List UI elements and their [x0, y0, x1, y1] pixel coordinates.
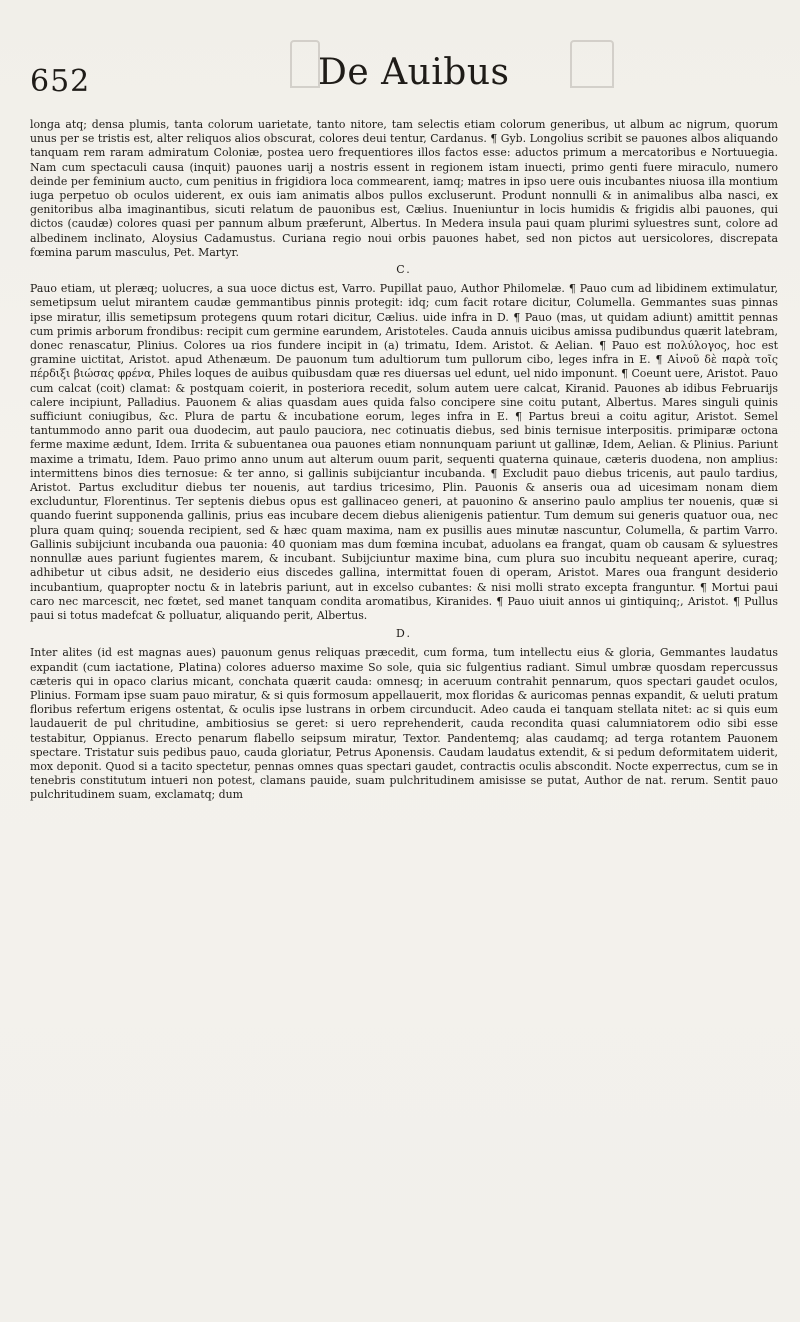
ornament-left: [290, 40, 320, 88]
page-number: 652: [30, 64, 91, 99]
ornament-right: [570, 40, 614, 88]
running-title: De Auibus: [318, 52, 510, 93]
paragraph-a: longa atq; densa plumis, tanta colorum uarietate, tanto nitore, tam selectis etiam colorum generibus, ut album ac nigrum, quorum unus per se tristis est, alter reliquos alios obscurat, colores deui tentur, Cardanus. ¶ Gyb. Longolius scribit se pauones albos aliquando tanquam rem raram admiratum Coloniæ, postea uero frequentiores illos factos esse: aductos primum a mercatoribus e Nortuuegia. Nam cum spectaculi causa (inquit) pauones uarij a nostris essent in regionem istam inuecti, primo genti fuere miraculo, numero deinde per feminium aucto, cum penitius in frigidiora loca commearent, iamq; matres in ipso uere ouis incubantes niuosa illa montium iuga perpetuo ob oculos uiderent, ex ouis iam animatis albos pullos excluserunt. Produnt nonnulli & in animalibus alba nasci, ex genitoribus alba imaginantibus, sicuti relatum de pauonibus est, Cælius. Inueniuntur in locis humidis & frigidis albi pauones, qui dictos (caudæ) colores quasi per pannum album præferunt, Albertus. In Medera insula paui quam plurimi syluestres sunt, colore ad albedinem inclinato, Aloysius Cadamustus. Curiana regio noui orbis pauones habet, sed non pictos aut uersicolores, discrepata fœmina parum masculus, Pet. Martyr.: [30, 118, 778, 259]
page-header: [0, 0, 800, 100]
paragraph-d: Inter alites (id est magnas aues) pauonum genus reliquas præcedit, cum forma, tum intellectu eius & gloria, Gemmantes laudatus expandit (cum iactatione, Platina) colores aduerso maxime So sole, quia sic fulgentius radiant. Simul umbræ quosdam repercussus cæteris qui in opaco clarius micant, conchata quærit cauda: omnesq; in aceruum contrahit pennarum, quos spectari gaudet oculos, Plinius. Formam ipse suam pauo miratur, & si quis formosum appellauerit, mox floridas & auricomas pennas expandit, & ueluti pratum floribus refertum erigens ostentat, & oculis ipse lustrans in orbem circunducit. Adeo cauda ei tanquam stellata nitet: ac si quis eum laudauerit de pul chritudine, ambitiosius se geret: si uero reprehenderit, cauda recondita quasi calumniatorem odio sibi esse testabitur, Oppianus. Erecto penarum flabello seipsum miratur, Textor. Pandentemq; alas caudamq; ad terga rotantem Pauonem spectare. Tristatur suis pedibus pauo, cauda gloriatur, Petrus Aponensis. Caudam laudatus extendit, & si pedum deformitatem uiderit, mox deponit. Quod si a tacito spectetur, pennas omnes quas spectari gaudet, contractis oculis abscondit. Nocte experrectus, cum se in tenebris constitutum intueri non potest, clamans pauide, suam pulchritudinem amisisse se putat, Author de nat. rerum. Sentit pauo pulchritudinem suam, exclamatq; dum: [30, 646, 778, 802]
body-text: [30, 118, 778, 803]
paragraph-c: Pauo etiam, ut pleræq; uolucres, a sua uoce dictus est, Varro. Pupillat pauo, Author Philomelæ. ¶ Pauo cum ad libidinem extimulatur, semetipsum uelut mirantem caudæ gemmantibus pinnis protegit: idq; cum facit rotare dicitur, Columella. Gemmantes suas pinnas ipse miratur, illis semetipsum protegens quum rotari dicitur, Cælius. uide infra in D. ¶ Pauo (mas, ut quidam adiunt) amittit pennas cum primis arborum frondibus: recipit cum germine earundem, Aristoteles. Cauda annuis uicibus amissa pudibundus quærit latebram, donec renascatur, Plinius. Colores ua rios fundere incipit in (a) trimatu, Idem. Aristot. & Aelian. ¶ Pauo est πολύλογος, hoc est gramine uictitat, Aristot. apud Athenæum. De pauonum tum adultiorum tum pullorum cibo, leges infra in E. ¶ Αἰνοῦ δὲ παρὰ τοῖς πέρδιξι βιώσας φρένα, Philes loques de auibus quibusdam quæ res diuersas uel edunt, uel nido imponunt. ¶ Coeunt uere, Aristot. Pauo cum calcat (coit) clamat: & postquam coierit, in posteriora recedit, solum autem uere calcat, Kiranid. Pauones ab idibus Februarijs calere incipiunt, Palladius. Pauonem & alias quasdam aues quida falso concipere sine coitu putant, Albertus. Mares singuli quinis sufficiunt coniugibus, &c. Plura de partu & incubatione eorum, leges infra in E. ¶ Partus breui a coitu agitur, Aristot. Semel tantummodo anno parit oua duodecim, aut paulo pauciora, nec cotinuatis diebus, sed binis ternisue interpositis. primiparæ octona ferme maxime ædunt, Idem. Irrita & subuentanea oua pauones etiam nonnunquam pariunt ut gallinæ, Idem, Aelian. & Plinius. Pariunt maxime a trimatu, Idem. Pauo primo anno unum aut alterum ouum parit, sequenti quaterna quinaue, cæteris duodena, non amplius: intermittens binos dies ternosue: & ter anno, si gallinis subijciantur incubanda. ¶ Excludit pauo diebus tricenis, aut paulo tardius, Aristot. Partus excluditur diebus ter nouenis, aut tardius tricesimo, Plin. Pauonis & anseris oua ad uicesimam nonam diem excluduntur, Florentinus. Ter septenis diebus opus est gallinaceo generi, at pauonino & anserino paulo amplius ter nouenis, quæ si quando fuerint supponenda gallinis, prius eas incubare decem diebus alienigenis patientur. Tum demum sui generis quatuor oua, nec plura quam quinq; souenda recipient, sed & hæc quam maxima, nam ex pusillis aues minutæ nascuntur, Columella, & partim Varro. Gallinis subijciunt incubanda oua pauonia: 40 quoniam mas dum fœmina incubat, aduolans ea frangat, quam ob causam & syluestres nonnullæ aues pariunt fugientes marem, & incubant. Subijciuntur maxime bina, cum plura suo incubitu nequeant aperire, curaq; adhibetur ut cibus adsit, ne desiderio eius discedes gallina, intermittat fouen di operam, Aristot. Mares oua frangunt desiderio incubantium, quapropter noctu & in latebris pariunt, aut in excelso cubantes: & nisi molli strato excepta franguntur. ¶ Mortui paui caro nec marcescit, nec fœtet, sed manet tanquam condita aromatibus, Kiranides. ¶ Pauo uiuit annos ui gintiquinq;, Aristot. ¶ Pullus paui si totus madefcat & polluatur, aliquando perit, Albertus.: [30, 282, 778, 622]
section-label-d: D.: [396, 627, 412, 641]
section-label-c: C.: [396, 263, 412, 277]
